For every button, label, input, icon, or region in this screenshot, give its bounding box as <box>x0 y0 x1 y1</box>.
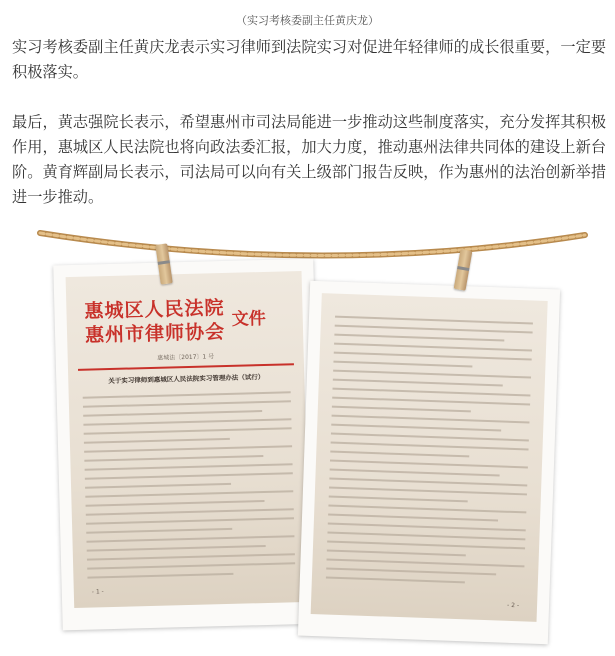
document-title: 关于实习律师到惠城区人民法院实习管理办法（试行） <box>108 372 265 386</box>
red-divider <box>78 363 294 371</box>
page-number-right: - 2 - <box>506 601 520 610</box>
body-text-lines <box>83 391 296 585</box>
body-text-lines <box>326 316 533 593</box>
document-photo-right <box>298 281 560 645</box>
photo-caption: （实习考核委副主任黄庆龙） <box>236 14 379 27</box>
document-photo-left <box>53 259 322 631</box>
document-number: 惠城法〔2017〕1 号 <box>157 353 215 362</box>
page-number-left: - 1 - <box>91 588 104 596</box>
paragraph-1: 实习考核委副主任黄庆龙表示实习律师到法院实习对促进年轻律师的成长很重要，一定要积极落实。 <box>12 38 606 81</box>
document-label: 文件 <box>231 308 267 330</box>
issuer-name-court: 惠城区人民法院 <box>84 297 225 323</box>
document-page-1 <box>66 271 311 608</box>
issuer-name-lawyers-association: 惠州市律师协会 <box>84 320 226 347</box>
document-page-2 <box>311 293 548 622</box>
paragraph-2: 最后，黄志强院长表示，希望惠州市司法局能进一步推动这些制度落实，充分发挥其积极作用，惠城区人民法院也将向政法委汇报，加大力度，推动惠州法律共同体的建设上新台阶。黄育辉副局长表示，司法局可以向有关上级部门报告反映，作为惠州的法治创新举措进一步推动。 <box>12 113 606 206</box>
